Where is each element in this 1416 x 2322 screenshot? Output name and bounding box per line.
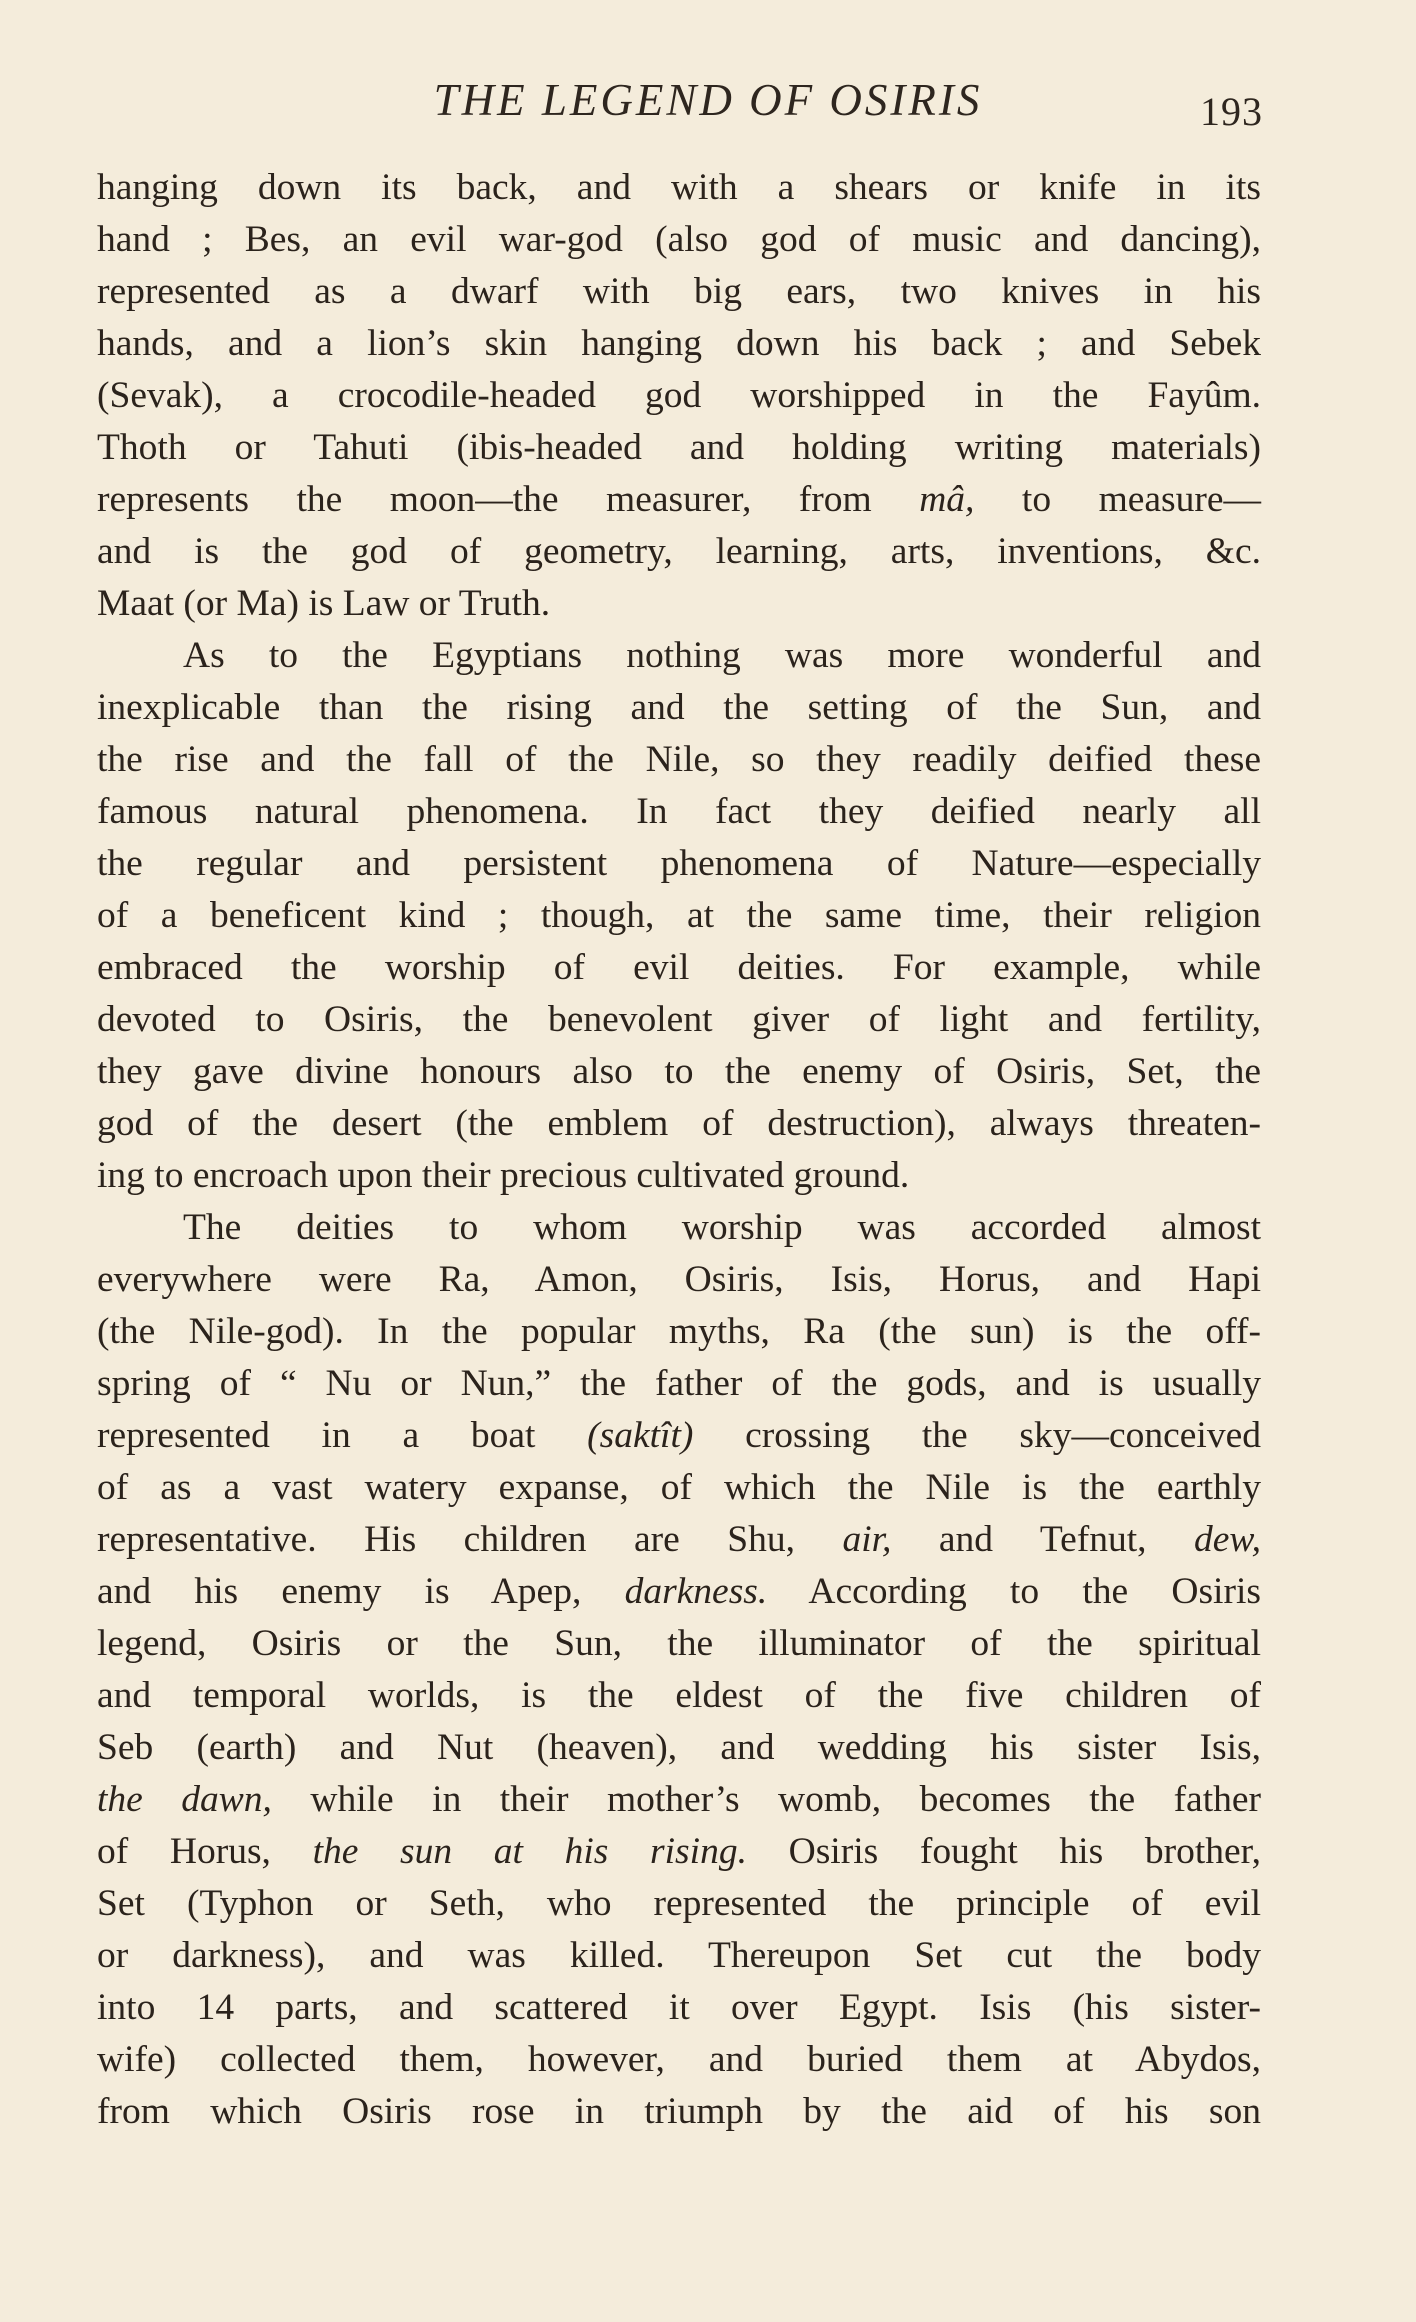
text-span: ing to encroach upon their precious cultivated ground.	[97, 1155, 910, 1196]
text-span: god of the desert (the emblem of destruction), always threaten-	[97, 1103, 1261, 1144]
italic-text: mâ,	[919, 479, 975, 520]
text-span: As to the Egyptians nothing was more wonderful and	[183, 635, 1261, 676]
text-line	[97, 1878, 1261, 1930]
text-line	[97, 1826, 1261, 1878]
text-span: Thoth or Tahuti (ibis-headed and holding writing materials)	[97, 427, 1261, 468]
text-span: embraced the worship of evil deities. For example, while	[97, 947, 1261, 988]
text-line	[97, 1202, 1261, 1254]
italic-text: air,	[842, 1519, 892, 1560]
italic-text: the sun at his rising.	[312, 1831, 747, 1872]
text-span: Osiris fought his brother,	[746, 1831, 1261, 1872]
text-span: Maat (or Ma) is Law or Truth.	[97, 583, 551, 624]
text-span: the regular and persistent phenomena of Nature—especially	[97, 843, 1261, 884]
text-span: famous natural phenomena. In fact they deified nearly all	[97, 791, 1261, 832]
text-span: and Tefnut,	[891, 1519, 1195, 1560]
text-line	[97, 2034, 1261, 2086]
page-number: 193	[1200, 89, 1263, 134]
text-line	[97, 1514, 1261, 1566]
text-line	[97, 1306, 1261, 1358]
text-span: (Sevak), a crocodile-headed god worshipped in the Fayûm.	[97, 375, 1261, 416]
text-line	[97, 1358, 1261, 1410]
text-span: of as a vast watery expanse, of which the Nile is the earthly	[97, 1467, 1261, 1508]
text-span: crossing the sky—conceived	[693, 1415, 1261, 1456]
text-span: from which Osiris rose in triumph by the aid of his son	[97, 2091, 1261, 2132]
text-span: legend, Osiris or the Sun, the illuminator of the spiritual	[97, 1623, 1261, 1664]
text-line	[97, 370, 1261, 422]
text-span: inexplicable than the rising and the setting of the Sun, and	[97, 687, 1261, 728]
text-line	[97, 526, 1261, 578]
text-line	[97, 162, 1261, 214]
text-line	[97, 1046, 1261, 1098]
text-line	[97, 1618, 1261, 1670]
text-span: or darkness), and was killed. Thereupon Set cut the body	[97, 1935, 1261, 1976]
text-span: represents the moon—the measurer, from	[97, 479, 920, 520]
text-line	[97, 422, 1261, 474]
text-line	[97, 1150, 1261, 1202]
text-line	[97, 1670, 1261, 1722]
text-span: spring of “ Nu or Nun,” the father of the gods, and is usually	[97, 1363, 1261, 1404]
text-span: of Horus,	[97, 1831, 313, 1872]
text-line	[97, 318, 1261, 370]
running-title: THE LEGEND OF OSIRIS	[433, 75, 983, 125]
text-span: hanging down its back, and with a shears or knife in its	[97, 167, 1261, 208]
text-span: everywhere were Ra, Amon, Osiris, Isis, Horus, and Hapi	[97, 1259, 1261, 1300]
text-line	[97, 1566, 1261, 1618]
text-span: into 14 parts, and scattered it over Egypt. Isis (his sister-	[97, 1987, 1261, 2028]
text-span: According to the Osiris	[767, 1571, 1261, 1612]
text-line	[97, 1098, 1261, 1150]
text-span: represented as a dwarf with big ears, two knives in his	[97, 271, 1261, 312]
text-span: devoted to Osiris, the benevolent giver of light and fertility,	[97, 999, 1261, 1040]
text-span: they gave divine honours also to the enemy of Osiris, Set, the	[97, 1051, 1261, 1092]
text-span: and is the god of geometry, learning, arts, inventions, &c.	[97, 531, 1261, 572]
text-line	[97, 578, 1261, 630]
italic-text: (saktît)	[587, 1415, 694, 1456]
text-line	[97, 942, 1261, 994]
text-span: hands, and a lion’s skin hanging down his back ; and Sebek	[97, 323, 1261, 364]
text-span: and his enemy is Apep,	[97, 1571, 625, 1612]
italic-text: the dawn,	[97, 1779, 272, 1820]
text-line	[97, 1410, 1261, 1462]
text-line	[97, 994, 1261, 1046]
text-span: to measure—	[974, 479, 1262, 520]
running-head	[0, 72, 1416, 132]
text-line	[97, 1254, 1261, 1306]
text-line	[97, 1930, 1261, 1982]
text-span: The deities to whom worship was accorded almost	[183, 1207, 1261, 1248]
text-line	[97, 734, 1261, 786]
italic-text: darkness.	[624, 1571, 768, 1612]
text-span: (the Nile-god). In the popular myths, Ra (the sun) is the off-	[97, 1311, 1261, 1352]
text-line	[97, 474, 1261, 526]
text-span: hand ; Bes, an evil war-god (also god of music and dancing),	[97, 219, 1261, 260]
text-line	[97, 1774, 1261, 1826]
body-text	[97, 162, 1261, 2138]
text-line	[97, 2086, 1261, 2138]
text-line	[97, 630, 1261, 682]
text-span: representative. His children are Shu,	[97, 1519, 843, 1560]
text-span: represented in a boat	[97, 1415, 588, 1456]
text-span: Seb (earth) and Nut (heaven), and wedding his sister Isis,	[97, 1727, 1261, 1768]
text-span: wife) collected them, however, and buried them at Abydos,	[97, 2039, 1261, 2080]
text-line	[97, 214, 1261, 266]
italic-text: dew,	[1194, 1519, 1262, 1560]
text-line	[97, 1462, 1261, 1514]
text-line	[97, 890, 1261, 942]
text-line	[97, 1722, 1261, 1774]
text-span: the rise and the fall of the Nile, so they readily deified these	[97, 739, 1261, 780]
text-span: and temporal worlds, is the eldest of the five children of	[97, 1675, 1261, 1716]
text-line	[97, 1982, 1261, 2034]
text-line	[97, 786, 1261, 838]
text-line	[97, 266, 1261, 318]
text-line	[97, 682, 1261, 734]
text-line	[97, 838, 1261, 890]
text-span: of a beneficent kind ; though, at the same time, their religion	[97, 895, 1261, 936]
text-span: while in their mother’s womb, becomes the father	[271, 1779, 1262, 1820]
text-span: Set (Typhon or Seth, who represented the principle of evil	[97, 1883, 1261, 1924]
